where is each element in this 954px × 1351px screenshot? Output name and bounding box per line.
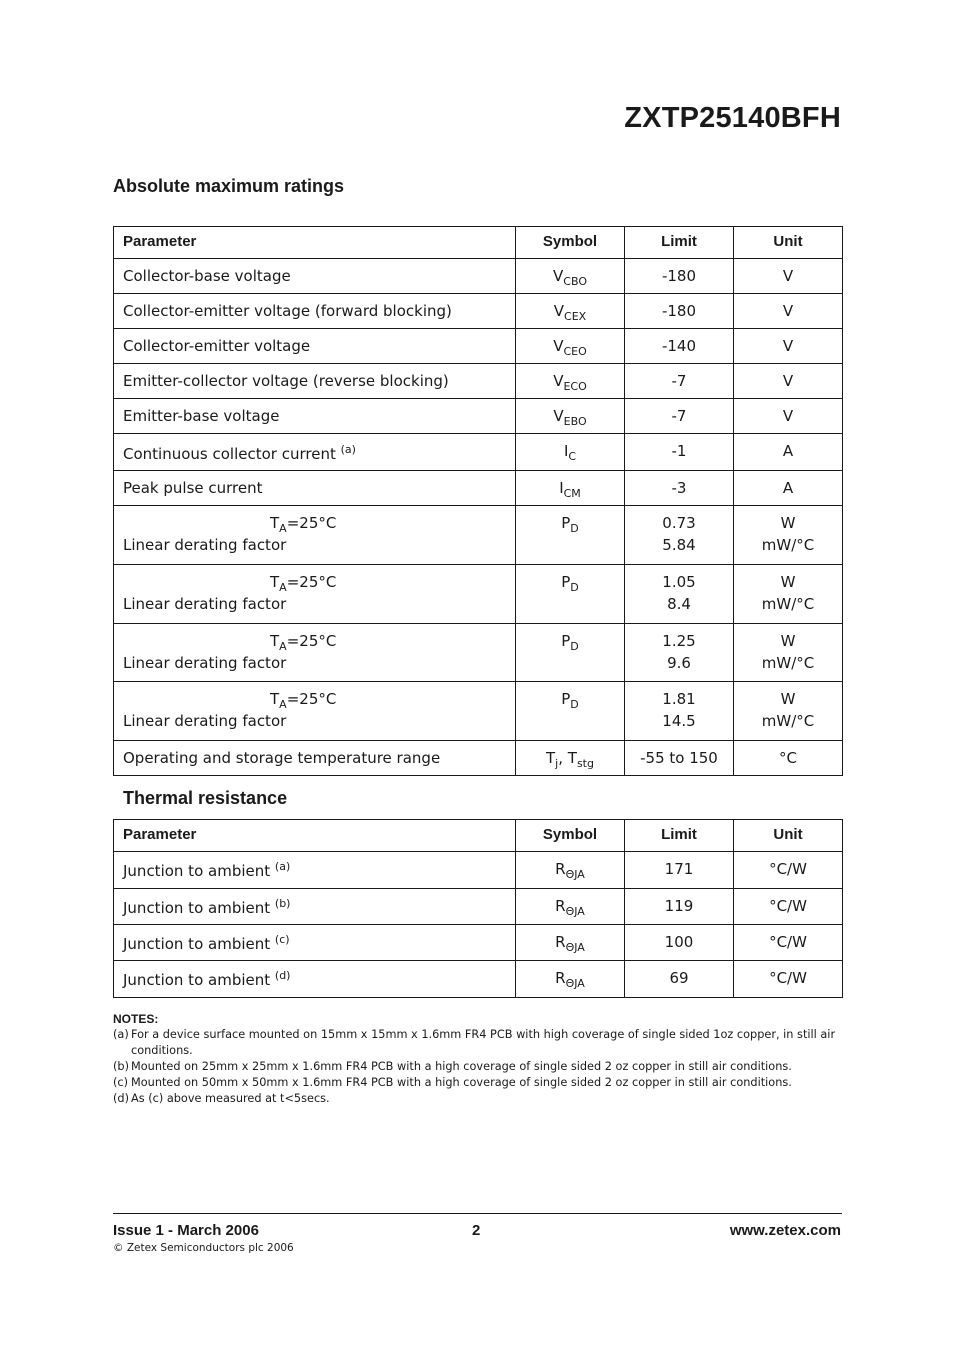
note-text: For a device surface mounted on 15mm x 15mm x 1.6mm FR4 PCB with high coverage of single sided 1oz copper, in still air conditions. — [131, 1028, 836, 1057]
derating-label: Linear derating factor — [123, 595, 287, 613]
col-header-unit: Unit — [734, 227, 843, 259]
note-text: As (c) above measured at t<5secs. — [131, 1092, 330, 1105]
limit-cell: -180 — [625, 294, 734, 329]
footnote-ref: (b) — [274, 897, 291, 910]
symbol-cell: $R_{\Theta JA}$ — [516, 961, 625, 998]
param-cell: Collector-emitter voltage — [114, 329, 516, 364]
power-row — [114, 682, 843, 741]
limit-cell: 1.25 9.6 — [625, 624, 734, 682]
note-key: (d) — [113, 1092, 129, 1105]
note-item — [113, 1027, 843, 1059]
table-row — [114, 399, 843, 434]
symbol-cell: $I_{CM}$ — [516, 471, 625, 506]
param-cell: Junction to ambient $^{(a)}$ — [114, 852, 516, 889]
table-row — [114, 364, 843, 399]
col-header-parameter: Parameter — [114, 820, 516, 852]
limit-cell: -55 to 150 — [625, 741, 734, 776]
condition-label: $T_A=25^\circ C$ — [270, 514, 337, 535]
unit-cell: °C/W — [734, 925, 843, 961]
table-row — [114, 889, 843, 925]
note-key: (b) — [113, 1060, 129, 1073]
symbol-cell: $V_{CBO}$ — [516, 259, 625, 294]
table-row — [114, 741, 843, 776]
condition-label: $T_A=25^\circ C$ — [270, 690, 337, 711]
unit-cell: °C/W — [734, 889, 843, 925]
symbol-cell: $P_D$ — [516, 565, 625, 624]
symbol-cell: $T_j$, $T_{stg}$ — [516, 741, 625, 776]
param-cell: Collector-base voltage — [114, 259, 516, 294]
derating-label: Linear derating factor — [123, 712, 287, 730]
power-row — [114, 565, 843, 624]
symbol-cell: $P_D$ — [516, 682, 625, 741]
unit-cell: A — [734, 471, 843, 506]
thermal-resistance-table — [113, 819, 843, 998]
limit-cell: -3 — [625, 471, 734, 506]
footer-divider — [113, 1213, 842, 1214]
unit-cell: W mW/°C — [734, 624, 843, 682]
symbol-cell: $I_C$ — [516, 434, 625, 471]
note-item — [113, 1075, 843, 1091]
col-header-limit: Limit — [625, 227, 734, 259]
symbol-cell: $V_{CEO}$ — [516, 329, 625, 364]
limit-cell: -7 — [625, 364, 734, 399]
footnote-ref: (c) — [274, 933, 290, 946]
notes-section — [113, 1011, 843, 1107]
unit-cell: °C/W — [734, 852, 843, 889]
footer-issue: Issue 1 - March 2006 — [113, 1222, 259, 1239]
symbol-cell: $V_{ECO}$ — [516, 364, 625, 399]
note-text: Mounted on 25mm x 25mm x 1.6mm FR4 PCB with a high coverage of single sided 2 oz copper in still air conditions. — [131, 1060, 792, 1073]
param-cell: Operating and storage temperature range — [114, 741, 516, 776]
param-cell: Collector-emitter voltage (forward blocking) — [114, 294, 516, 329]
table-header-row — [114, 820, 843, 852]
note-item — [113, 1059, 843, 1075]
limit-cell: 119 — [625, 889, 734, 925]
unit-cell: W mW/°C — [734, 565, 843, 624]
table-row — [114, 294, 843, 329]
absolute-max-table — [113, 226, 843, 776]
table-row — [114, 471, 843, 506]
param-cell: Emitter-base voltage — [114, 399, 516, 434]
unit-cell: °C/W — [734, 961, 843, 998]
symbol-cell: $P_D$ — [516, 624, 625, 682]
table-row — [114, 434, 843, 471]
unit-cell: W mW/°C — [734, 682, 843, 741]
symbol-cell: $V_{CEX}$ — [516, 294, 625, 329]
table-row — [114, 925, 843, 961]
condition-label: $T_A=25^\circ C$ — [270, 632, 337, 653]
param-cell — [114, 506, 516, 565]
thermal-resistance-heading: Thermal resistance — [123, 788, 288, 808]
param-cell — [114, 624, 516, 682]
unit-cell: V — [734, 399, 843, 434]
note-item — [113, 1091, 843, 1107]
limit-cell: 0.73 5.84 — [625, 506, 734, 565]
notes-title: NOTES: — [113, 1012, 159, 1026]
unit-cell: W mW/°C — [734, 506, 843, 565]
footnote-ref: (a) — [340, 443, 356, 456]
derating-label: Linear derating factor — [123, 654, 287, 672]
unit-cell: °C — [734, 741, 843, 776]
unit-cell: V — [734, 294, 843, 329]
param-cell: Emitter-collector voltage (reverse blocking) — [114, 364, 516, 399]
note-text: Mounted on 50mm x 50mm x 1.6mm FR4 PCB with a high coverage of single sided 2 oz copper in still air conditions. — [131, 1076, 792, 1089]
footer-website-link[interactable]: www.zetex.com — [729, 1222, 841, 1239]
param-cell: Peak pulse current — [114, 471, 516, 506]
limit-cell: 1.81 14.5 — [625, 682, 734, 741]
limit-cell: -140 — [625, 329, 734, 364]
symbol-cell: $P_D$ — [516, 506, 625, 565]
table-row — [114, 259, 843, 294]
unit-cell: A — [734, 434, 843, 471]
limit-cell: -180 — [625, 259, 734, 294]
limit-cell: 171 — [625, 852, 734, 889]
param-cell: Continuous collector current $^{(a)}$ — [114, 434, 516, 471]
param-cell: Junction to ambient $^{(c)}$ — [114, 925, 516, 961]
col-header-parameter: Parameter — [114, 227, 516, 259]
col-header-symbol: Symbol — [516, 227, 625, 259]
limit-cell: 100 — [625, 925, 734, 961]
param-cell: Junction to ambient $^{(b)}$ — [114, 889, 516, 925]
unit-cell: V — [734, 329, 843, 364]
power-row — [114, 624, 843, 682]
col-header-symbol: Symbol — [516, 820, 625, 852]
unit-cell: V — [734, 364, 843, 399]
limit-cell: 69 — [625, 961, 734, 998]
footer-copyright: © Zetex Semiconductors plc 2006 — [113, 1242, 294, 1254]
col-header-unit: Unit — [734, 820, 843, 852]
limit-cell: -1 — [625, 434, 734, 471]
symbol-cell: $R_{\Theta JA}$ — [516, 889, 625, 925]
footnote-ref: (d) — [274, 969, 291, 982]
table-row — [114, 961, 843, 998]
limit-cell: -7 — [625, 399, 734, 434]
power-row — [114, 506, 843, 565]
page-title: ZXTP25140BFH — [624, 102, 841, 134]
table-row — [114, 852, 843, 889]
derating-label: Linear derating factor — [123, 536, 287, 554]
table-row — [114, 329, 843, 364]
absolute-max-heading: Absolute maximum ratings — [113, 176, 345, 196]
footnote-ref: (a) — [274, 860, 291, 873]
symbol-cell: $V_{EBO}$ — [516, 399, 625, 434]
param-cell — [114, 565, 516, 624]
condition-label: $T_A=25^\circ C$ — [270, 573, 337, 594]
param-cell — [114, 682, 516, 741]
symbol-cell: $R_{\Theta JA}$ — [516, 925, 625, 961]
note-key: (c) — [113, 1076, 129, 1089]
param-cell: Junction to ambient $^{(d)}$ — [114, 961, 516, 998]
col-header-limit: Limit — [625, 820, 734, 852]
footer-page-number: 2 — [472, 1222, 481, 1239]
note-key: (a) — [113, 1028, 129, 1041]
table-header-row — [114, 227, 843, 259]
symbol-cell: $R_{\Theta JA}$ — [516, 852, 625, 889]
limit-cell: 1.05 8.4 — [625, 565, 734, 624]
unit-cell: V — [734, 259, 843, 294]
